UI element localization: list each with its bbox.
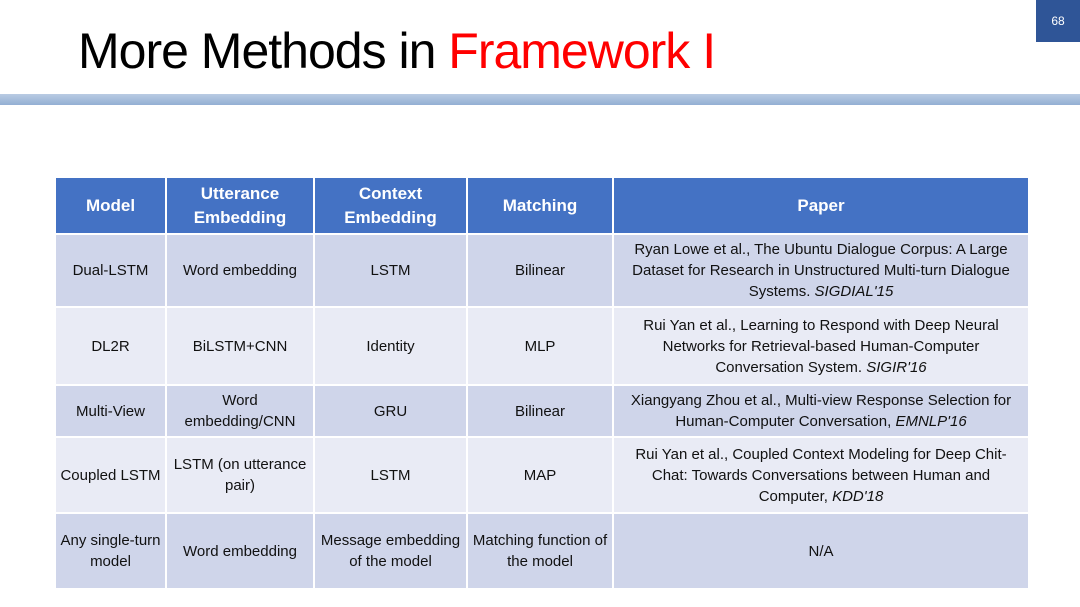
paper-citation: N/A bbox=[808, 542, 834, 560]
cell-paper bbox=[614, 235, 1028, 306]
table-row bbox=[56, 438, 1028, 512]
cell-utterance: Word embedding bbox=[167, 514, 313, 588]
paper-venue: SIGDIAL'15 bbox=[814, 283, 894, 300]
cell-utterance: Word embedding/CNN bbox=[167, 386, 313, 436]
cell-model: Any single-turn model bbox=[56, 514, 165, 588]
table-row bbox=[56, 386, 1028, 436]
header-utterance-embedding: Utterance Embedding bbox=[167, 178, 313, 233]
header-model: Model bbox=[56, 178, 165, 233]
table-row bbox=[56, 514, 1028, 588]
paper-venue: EMNLP'16 bbox=[895, 413, 967, 430]
cell-utterance: Word embedding bbox=[167, 235, 313, 306]
cell-paper bbox=[614, 308, 1028, 384]
header-paper: Paper bbox=[614, 178, 1028, 233]
paper-citation: Rui Yan et al., Learning to Respond with Deep Neural Networks for Retrieval-based Human-Computer Conversation System. bbox=[643, 316, 999, 376]
paper-venue: SIGIR'16 bbox=[866, 358, 927, 376]
table-row bbox=[56, 235, 1028, 306]
header-matching: Matching bbox=[468, 178, 612, 233]
title-divider bbox=[0, 94, 1080, 105]
methods-table bbox=[54, 176, 1030, 590]
slide-title bbox=[78, 22, 715, 80]
paper-venue: KDD'18 bbox=[832, 487, 884, 505]
cell-context: Message embedding of the model bbox=[315, 514, 466, 588]
cell-utterance: LSTM (on utterance pair) bbox=[167, 438, 313, 512]
cell-model: Dual-LSTM bbox=[56, 235, 165, 306]
paper-citation: Xiangyang Zhou et al., Multi-view Response Selection for Human-Computer Conversation, bbox=[630, 392, 1012, 430]
cell-paper bbox=[614, 386, 1028, 436]
cell-paper bbox=[614, 514, 1028, 588]
cell-matching: MLP bbox=[468, 308, 612, 384]
header-context-embedding: Context Embedding bbox=[315, 178, 466, 233]
page-number: 68 bbox=[1036, 0, 1080, 42]
cell-matching: Bilinear bbox=[468, 235, 612, 306]
paper-citation: Rui Yan et al., Coupled Context Modeling for Deep Chit-Chat: Towards Conversations between Human and Computer, bbox=[635, 445, 1007, 505]
cell-utterance: BiLSTM+CNN bbox=[167, 308, 313, 384]
cell-context: GRU bbox=[315, 386, 466, 436]
cell-paper bbox=[614, 438, 1028, 512]
cell-context: LSTM bbox=[315, 235, 466, 306]
cell-model: DL2R bbox=[56, 308, 165, 384]
cell-context: LSTM bbox=[315, 438, 466, 512]
paper-citation: Ryan Lowe et al., The Ubuntu Dialogue Corpus: A Large Dataset for Research in Unstructured Multi-turn Dialogue Systems. bbox=[632, 241, 1010, 300]
cell-model: Coupled LSTM bbox=[56, 438, 165, 512]
cell-matching: Matching function of the model bbox=[468, 514, 612, 588]
cell-matching: Bilinear bbox=[468, 386, 612, 436]
table-header-row bbox=[56, 178, 1028, 233]
cell-matching: MAP bbox=[468, 438, 612, 512]
title-accent: Framework I bbox=[448, 23, 716, 79]
cell-model: Multi-View bbox=[56, 386, 165, 436]
table-row bbox=[56, 308, 1028, 384]
title-main: More Methods in bbox=[78, 23, 449, 79]
cell-context: Identity bbox=[315, 308, 466, 384]
